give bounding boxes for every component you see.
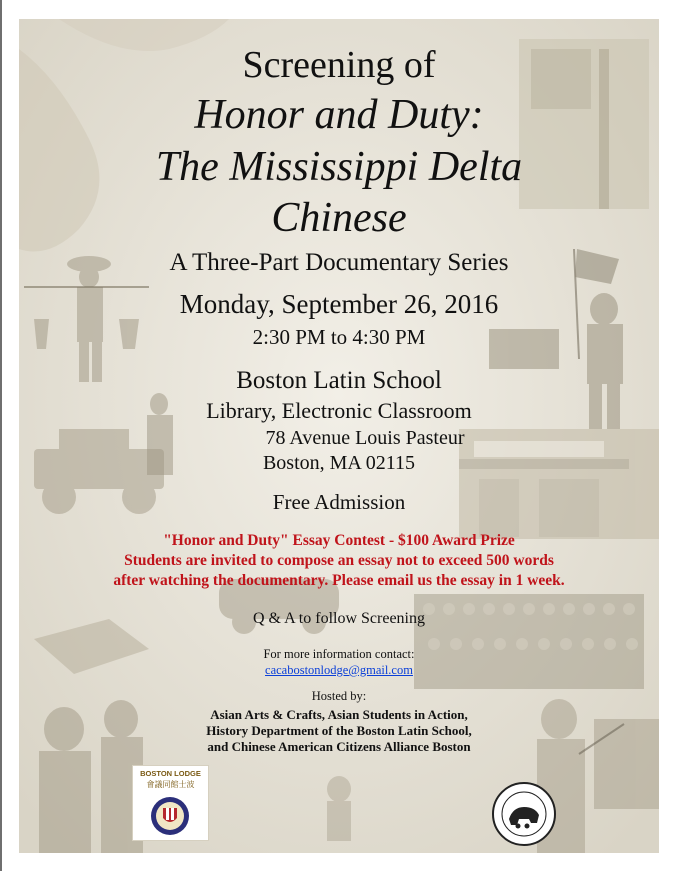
event-date: Monday, September 26, 2016: [179, 289, 499, 319]
film-title-line-3: Chinese: [271, 195, 407, 241]
qa-note: Q & A to follow Screening: [253, 610, 425, 627]
film-title-line-1: Honor and Duty:: [194, 92, 484, 138]
host-line-2: History Department of the Boston Latin School,: [206, 723, 472, 738]
hosted-by-label: Hosted by:: [311, 689, 367, 703]
contest-text-line-1: Students are invited to compose an essay not to exceed 500 words: [124, 552, 554, 569]
city-address: Boston, MA 02115: [262, 452, 416, 474]
lodge-logo-chinese: 會議同館士波: [146, 780, 195, 789]
series-subtitle: A Three-Part Documentary Series: [169, 249, 509, 276]
admission-note: Free Admission: [272, 490, 406, 514]
contest-heading: "Honor and Duty" Essay Contest - $100 Award Prize: [163, 532, 515, 549]
film-title-line-2: The Mississippi Delta: [155, 144, 523, 190]
venue-room: Library, Electronic Classroom: [206, 398, 472, 423]
event-time: 2:30 PM to 4:30 PM: [252, 325, 426, 349]
lodge-emblem-icon: [133, 766, 208, 840]
contest-text-line-2: after watching the documentary. Please email us the essay in 1 week.: [113, 572, 565, 589]
flyer: [19, 19, 659, 853]
contact-email-link[interactable]: cacabostonlodge@gmail.com: [265, 663, 413, 677]
lodge-logo-name: BOSTON LODGE: [140, 769, 201, 778]
boston-latin-school-seal-icon: [491, 781, 557, 847]
page-edge: [0, 0, 2, 871]
boston-lodge-logo: [132, 765, 209, 841]
host-line-1: Asian Arts & Crafts, Asian Students in Action,: [210, 707, 468, 722]
contact-label: For more information contact:: [263, 647, 415, 661]
street-address: 78 Avenue Louis Pasteur: [265, 427, 465, 449]
screening-prefix: Screening of: [242, 44, 436, 86]
venue-name: Boston Latin School: [236, 367, 442, 394]
host-line-3: and Chinese American Citizens Alliance Boston: [207, 739, 471, 754]
